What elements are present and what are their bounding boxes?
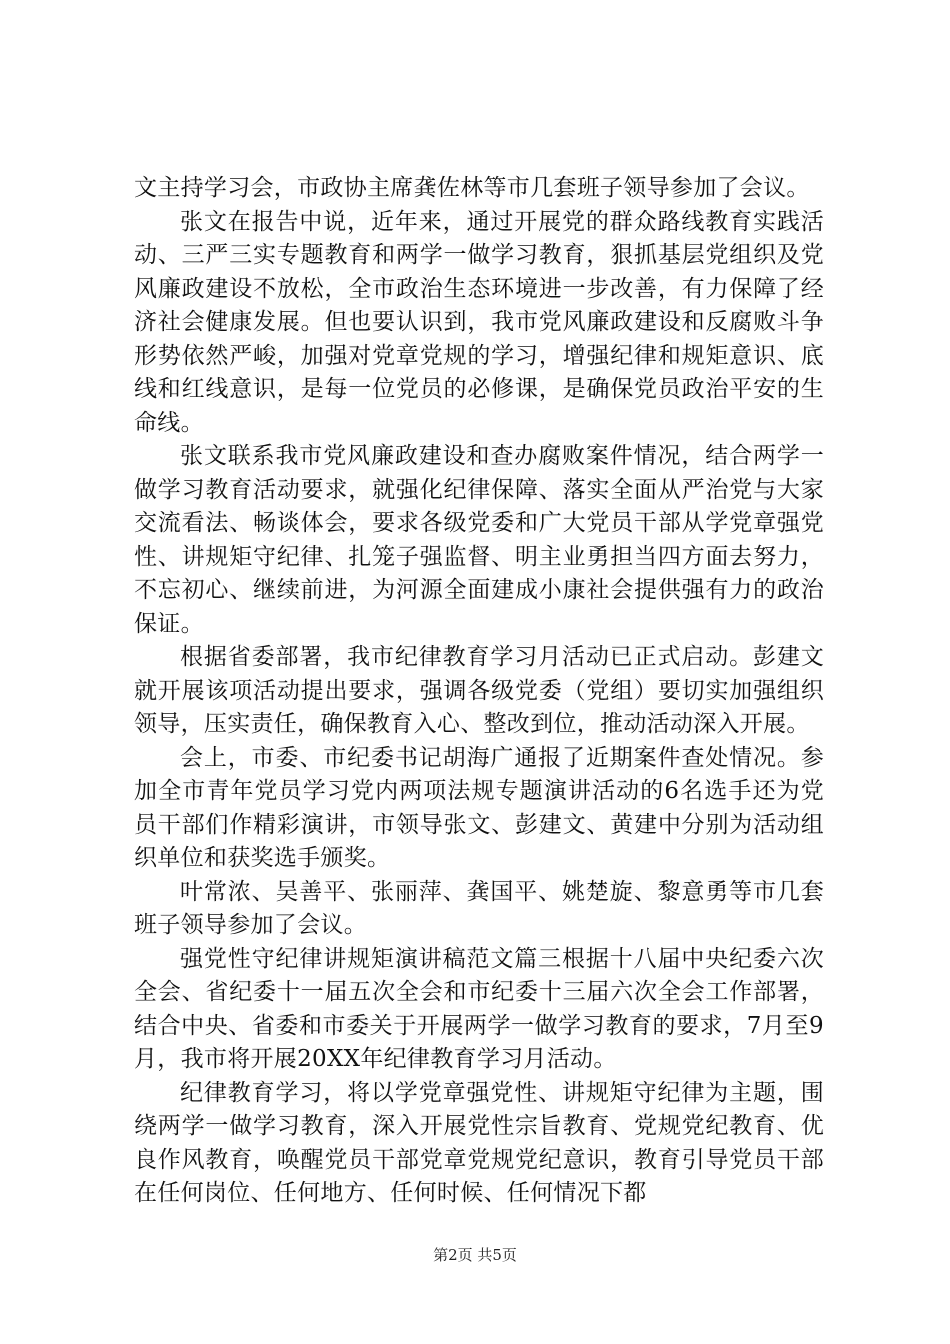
paragraph-7: 强党性守纪律讲规矩演讲稿范文篇三根据十八届中央纪委六次全会、省纪委十一届五次全会和市纪委十三届六次全会工作部署，结合中央、省委和市委关于开展两学一做学习教育的要求，7月至9月，我市将开展20XX年纪律教育学习月活动。 (134, 945, 824, 1072)
paragraph-4: 根据省委部署，我市纪律教育学习月活动已正式启动。彭建文就开展该项活动提出要求，强调各级党委（党组）要切实加强组织领导，压实责任，确保教育入心、整改到位，推动活动深入开展。 (134, 644, 824, 737)
paragraph-1: 文主持学习会，市政协主席龚佐林等市几套班子领导参加了会议。 (134, 175, 810, 201)
paragraph-3: 张文联系我市党风廉政建设和查办腐败案件情况，结合两学一做学习教育活动要求，就强化纪律保障、落实全面从严治党与大家交流看法、畅谈体会，要求各级党委和广大党员干部从学党章强党性、讲规矩守纪律、扎笼子强监督、明主业勇担当四方面去努力，不忘初心、继续前进，为河源全面建成小康社会提供强有力的政治保证。 (134, 443, 824, 637)
paragraph-2: 张文在报告中说，近年来，通过开展党的群众路线教育实践活动、三严三实专题教育和两学一做学习教育，狠抓基层党组织及党风廉政建设不放松，全市政治生态环境进一步改善，有力保障了经济社会健康发展。但也要认识到，我市党风廉政建设和反腐败斗争形势依然严峻，加强对党章党规的学习，增强纪律和规矩意识、底线和红线意识，是每一位党员的必修课，是确保党员政治平安的生命线。 (134, 208, 824, 436)
document-body (134, 172, 824, 1211)
paragraph-6: 叶常浓、吴善平、张丽萍、龚国平、姚楚旋、黎意勇等市几套班子领导参加了会议。 (134, 878, 824, 938)
paragraph-5: 会上，市委、市纪委书记胡海广通报了近期案件查处情况。参加全市青年党员学习党内两项法规专题演讲活动的6名选手还为党员干部们作精彩演讲，市领导张文、彭建文、黄建中分别为活动组织单位和获奖选手颁奖。 (134, 744, 824, 871)
page-footer: 第2页 共5页 (433, 1246, 517, 1264)
paragraph-8: 纪律教育学习，将以学党章强党性、讲规矩守纪律为主题，围绕两学一做学习教育，深入开展党性宗旨教育、党规党纪教育、优良作风教育，唤醒党员干部党章党规党纪意识，教育引导党员干部在任何岗位、任何地方、任何时候、任何情况下都 (134, 1079, 824, 1206)
